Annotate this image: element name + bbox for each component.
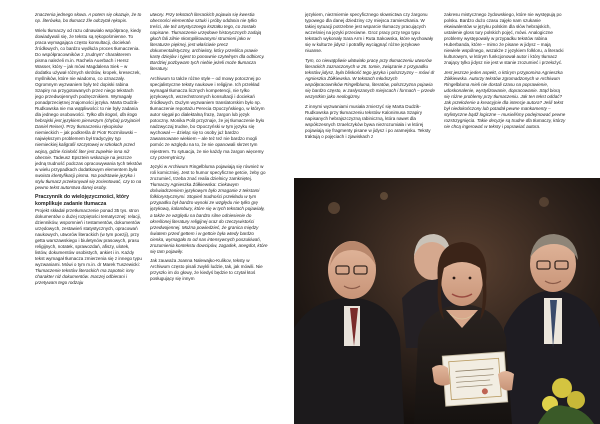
paragraph [35, 28, 142, 191]
text-run: Wielu tłumaczy od razu odnawiało współpracę, kiedy dowiadywali się, że tekstu są rękopośmienne. To praca wymagająca często konsultacji, dociekań źródłowych, co bardzo wydłuża proces tłumaczenia. Do współpracowników z „trudnym” charakterem pisma należeli m.in. Rachela Auerbach i Hersz Wasser, który – jak mówi Magdalena Siek – w dodatku używał różnych skrótów, kropek, kreseczek, myślników, które nie wiadomo, co oznaczały. Ogromnym wyzwaniem były też dopiski rabina Szapiry na przygotowanych przez niego tekstach jego przedwojennych podręcznikiem. Wymagały ponadprzeciętnej znajomości języka. Marta Dudzik-Rudkowska nie ma wątpliwości: to nie były zadania dla jednego osobowości. [35, 27, 142, 118]
italic-quote: utwory. Przy tekstach literackich pojawia się kwestia obecności elementów sztuki i próby oddania nie tylko treści, ale też artystycznego kształtu tego, co zostało napisane. Tłumaczenie urzędowe historycznych zadają głuch fali zilnie skomplikowanymi strumieni jako w literaturze pięknej, jest właściwie precz dokumentalistyczny, archiwisty, który prześlica prawie kartę dziejów i tyjest to ponownie czytelnym dla odbiorcy. Bardziej pozbywam tych niebie jeżeli może tłumacza literatury. [150, 12, 265, 72]
text-run: Języki w Archiwum Ringelbluma pojawiają się również w roli komiczniej. Jest to humor specyficzne getcie, żeby go zrozumieć, trzeba znać realia dzielnicy zamkniętej. Tłumaczy Agnieszka Żółkiewska: [150, 164, 266, 188]
paragraph: zakresu mistycznego żydowskiego, które nie występują po polsku. Bardzo dużo czasu zajęło nam szukanie ekwiwalentów w języku polskim dla słów hebrajskich, ustalenie gloss tury polskich pojęć, mówi. Analogiczne problemy występowały w przypadku tekstów rabina Huberbanda, które – mimo że pisane w jidysz – mają niewiele wspólnego, wszakże z językiem folkloru, a literacki kulturowym, w którym funkcjonował autor i który tłumacz znający tylko jidysz nie jest w stanie zrozumieć i przełożyć. [444, 12, 564, 66]
photo-illustration [294, 178, 600, 424]
paragraph [35, 12, 142, 24]
paragraph: Z innymi wyzwaniami musiała zmierzyć się Marta Dudzik-Rudkowska przy tłumaczeniu tekstów Kalonimusa Szapiry napisanych hebrajszczyzną rabiniczną, która nawet dla współczesnych Izraelczyków bywa niezrozumiała i w której pojawiają się fragmenty pisane w jidysz i po aramejsku. Teksty traktują o pojęciach i zjawiskach z [305, 103, 431, 139]
text-run: Przy tłumaczeniu rękopisów niemieckich – jak podkreśla dr Piotr Rozmilowski – największym problemem był tradycyjny typ niemieckiej [35, 124, 137, 148]
text-column-4 [444, 12, 566, 172]
bokeh-light [539, 197, 549, 207]
text-column-3 [305, 12, 435, 172]
text-run: Projekt składał przetłumaczenie ponad 35 tys. stron dokumentów o dużej rozpiętości tematycznej: relacji, dzienników, wspomnień i testamentów, dokumentów urzędowych, zestawień statystycznych, opracowań naukowych, utworów literackich (w tym poezji), przy getta warszawskiego i biuletynów prasowych, prasu religijnych, notatek, sprawozdań, afiszy, ulotek, listów, dokumentów osobistych, ankiet i in. Każdy tekst wymagał tłumacza zmierzenia się z innego typu wyzwaniami. Mówi o tym m.in. dr Marek Tuszewicki: [35, 207, 142, 268]
italic-quote: Tylko dla kogoś, dla kogo hebrajski jest językiem pierwszym (chyba) przyjaciel Daniel Reiser). [35, 112, 140, 130]
italic-quote: znaczenia jednego słowa. A potem się okazuje, że to np. literówka, bo tłumacz źle odczytał rękopis. [35, 12, 142, 24]
italic-quote: kaligrafii szczytowej w szkołach przed wojną, gdzie ścisłość liter jest zupełnie inna niż obecnie. [35, 142, 135, 160]
section-heading: Praczynnik do wielojęzyczności, który komplikuje zadanie tłumacza [35, 194, 129, 207]
text-column-2 [150, 12, 268, 412]
italic-quote: Ciekawym doświadczeniem językowym było zmaganie z tekstami folklorystycznymi. Stopień trudności przekładu w tym przypadku był bardzo wysoki ze względu nie tylko grę językową, kalambury, które się w tych tekstach pojawiały, a także ze względu na bardzo silne odniesienie do określonej literatury religijnej oraz do rzeczywistości przedwojennej. Można powiedzieć, że granica między światem przed gettem i w gettcie była wtedy bardzo cienka, wymagało to od nas intensywnych poszukiwań, zrozumienia kontekstu dowcipów, zagadek, anegdot, które się tam pojawiły. [150, 182, 268, 254]
award-ceremony-photo [294, 178, 600, 424]
paragraph [150, 12, 268, 72]
paragraph: Jak zauważa Joanna Nalewajko-Kulikov, teksty w Archiwum często pisali zwykli ludzie, tak, jak mówili. Nie przyszło im do głowy, że kiedyś będzie to czytał ktoś posługujący się innym [150, 258, 263, 282]
bokeh-light [328, 202, 340, 214]
paragraph: językiem, niezmiernie specyficznego słownictwa czy żargonu typowego dla danej dziedziny czy miejsca zamieszkania. W takiej sytuacji potrzebne jest wsparcie tłumaczy pracujących wcześniej na języki przeciwne. Groz pracy przy tego typu tekstach wykonały Sara Arm i Ruta Sakowska, które wychowały się w kulturze jidysz i potrafiły wyciągnąć różne językowe niuanse. [305, 12, 434, 54]
paragraph: Tym, co niewątpliwie ułatwiało pracę przy tłumaczeniu utworów literackich zaznaczonych w 26. tomie, związanie z przypadku tekstów jidysz, była bliskość tego języka i polszczyzny – mówi dr Agnieszka Żółkiewska. W tekstach młodszych współpracowników Ringelbluma, literatów, polszczyzna pojawia się bardzo często, w zasłyszanych miejscach i formach – przede wszystkim jako neologizmy. [305, 57, 435, 100]
bokeh-light [380, 192, 388, 200]
text-column-1 [35, 12, 142, 412]
italic-quote: była swoista identyfikacji pisma. Na podstawie języka i stylu tłumacz przekonywał się zorientować, czy to na pewno tekst autorstwa danej osoby. [35, 166, 142, 190]
paragraph: Jest jeszcze jeden aspekt, o którym przypomina Agnieszka Żółkiewska. Autorzy tekstów zgromadzonych w Archiwum Ringelbluma mieli nie dostali czasu na poprawienie, udoskonalenie, wystylizowanie, dopracowanie. Stąd biorą się różne problemy przy tłumaczeniu. Jak ten tekst oddać? Jak przełożenie a kreacyjnie dla intencje autora? Jeśli tekst był niedokończony lub potadał pewne mankamenty – stylistyczne bądź logiczne – musieliśmy podejmować pewne rozstrzygnięcia. Takie decyzje są trudne dla tłumaczy, którzy nie chcą ingerować w teksty i poprawiać autora. [444, 69, 566, 130]
paragraph [150, 164, 268, 255]
text-run: Tadeusz Epsztein wskazuje na jeszcze jedną trudność podczas opracowywania tych tekstów w wielu przypadkach dodatkowym elementem [35, 154, 142, 172]
paragraph [35, 208, 142, 287]
italic-quote: Tłumaczenie tekstów literackich ma zapotnic inny charakter niż dokumentów. Inaczej odbierani i przetywam tego rodzaju [35, 268, 135, 286]
paragraph: Archiwum to także różne style – od mowy potocznej po specjalistyczne teksty naukowe i religijne. Ich przekład wymagał tłumacza licznych kompetencji, nie tylko językowych, wszechstronnych konsultacji i dociekań źródłowych. Dużym wyzwaniem translatorskim było np. tłumaczenie reportażu Perecia Opoczyńskiego, w którym autor sięgał po dialektalną frazę, żargon lub język potoczny. Monika Polit przyznaje, że jej tłumaczenie było nadzwyczaj trudne, bo Opoczyński w tym języku się wychował — dzieląc się to osoby już bardzo zawansowane wiekiem – ale też też nie bardzo mogli pomóc ze względu na to, że nie opanowali skrzet tym rejestrem. To sytuacja, że nie każdy ma żargon więcemy czy przemytniczy. [150, 75, 265, 160]
